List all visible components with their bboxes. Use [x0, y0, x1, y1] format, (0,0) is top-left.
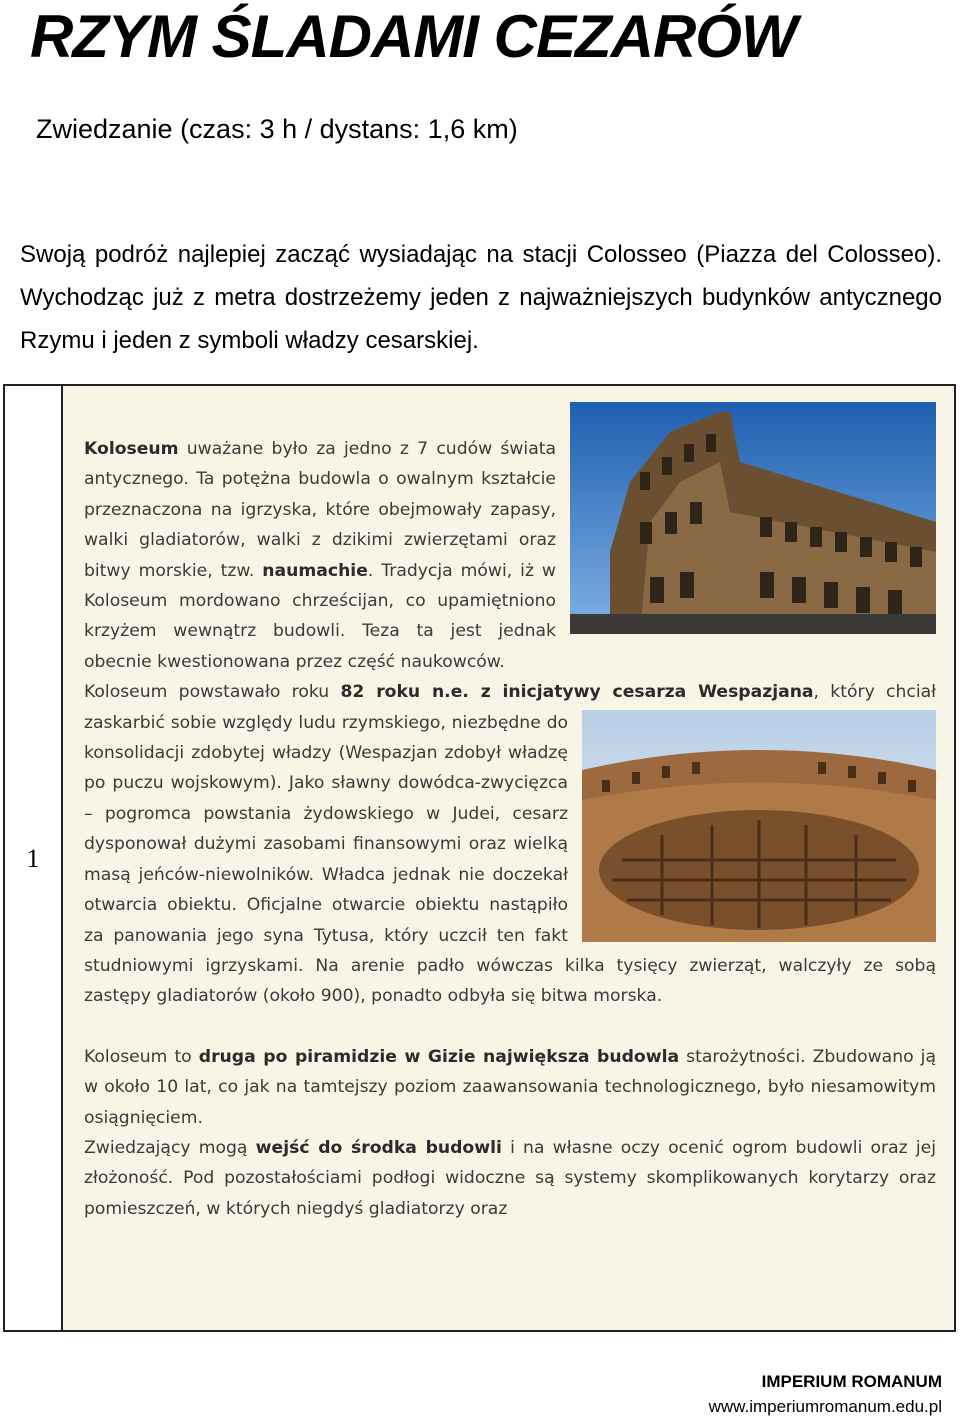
bold-history: 82 roku n.e. z inicjatywy cesarza Wespazjana — [340, 682, 814, 703]
bold-koloseum: Koloseum — [84, 439, 179, 459]
attraction-content — [84, 434, 936, 1224]
footer-url[interactable]: www.imperiumromanum.edu.pl — [708, 1397, 942, 1416]
colosseum-exterior-photo — [570, 402, 936, 634]
page-title: RZYM ŚLADAMI CEZARÓW — [30, 3, 797, 70]
page-subtitle: Zwiedzanie (czas: 3 h / dystans: 1,6 km) — [36, 114, 518, 144]
colosseum-interior-photo — [582, 710, 936, 942]
footer-brand: IMPERIUM ROMANUM — [761, 1372, 942, 1391]
bold-visit: wejść do środka budowli — [255, 1137, 502, 1158]
attraction-number: 1 — [26, 844, 40, 873]
paragraph-koloseum-intro: Koloseum uważane było za jedno z 7 cudów świata antycznego. Ta potężna budowla o owalnym kształcie przeznaczona na igrzyska, które obejmowały zapasy, walki gladiatorów, walki z dzikimi zwierzętami oraz bitwy morskie, tzw. naumachie. Tradycja mówi, iż w Koloseum mordowano chrześcijan, co upamiętniono krzyżem wewnątrz budowli. Teza ta jest jednak obecnie kwestionowana przez część naukowców. — [84, 439, 556, 672]
paragraph-gap — [84, 1012, 936, 1042]
paragraph-koloseum-history: Koloseum powstawało roku 82 roku n.e. z inicjatywy cesarza Wespazjana , który chciał zaskarbić sobie względy ludu rzymskiego, niezbędne do konsolidacji zdobytej władzy (Wespazjan zdobył władzę po puczu wojskowym). Jako sławny dowódca-zwycięzca – pogromca powstania żydowskiego w Judei, cesarz dysponował dużymi zasobami finansowymi oraz wielką masą jeńców-niewolników. Władca jednak nie doczekał otwarcia obiektu. Oficjalne otwarcie obiektu nastąpiło za panowania jego syna Tytusa, który uczcił ten fakt studniowymi igrzyskami. Na arenie padło wówczas kilka tysięcy zwierząt, walczyły ze sobą zastępy gladiatorów (około 900), ponadto odbyła się bitwa morska. — [84, 682, 937, 1007]
intro-paragraph: Swoją podróż najlepiej zacząć wysiadając na stacji Colosseo (Piazza del Colosseo). Wychodząc już z metra dostrzeżemy jeden z najważniejszych budynków antycznego Rzymu i jeden z symboli władzy cesarskiej. — [20, 241, 942, 354]
attraction-box — [3, 384, 956, 1332]
number-column — [5, 386, 63, 1330]
bold-size: druga po piramidzie w Gizie największa budowla — [198, 1046, 680, 1067]
bold-naumachie: naumachie — [262, 560, 368, 581]
paragraph-koloseum-size: Koloseum to druga po piramidzie w Gizie największa budowla starożytności. Zbudowano ją w około 10 lat, co jak na tamtejszy poziom zaawansowania technologicznego, było niesamowitym osiągnięciem. — [84, 1046, 936, 1128]
paragraph-koloseum-visit: Zwiedzający mogą wejść do środka budowli i na własne oczy ocenić ogrom budowli oraz jej złożoność. Pod pozostałościami podłogi widoczne są systemy skomplikowanych korytarzy oraz pomieszczeń, w których niegdyś gladiatorzy oraz — [84, 1137, 936, 1219]
